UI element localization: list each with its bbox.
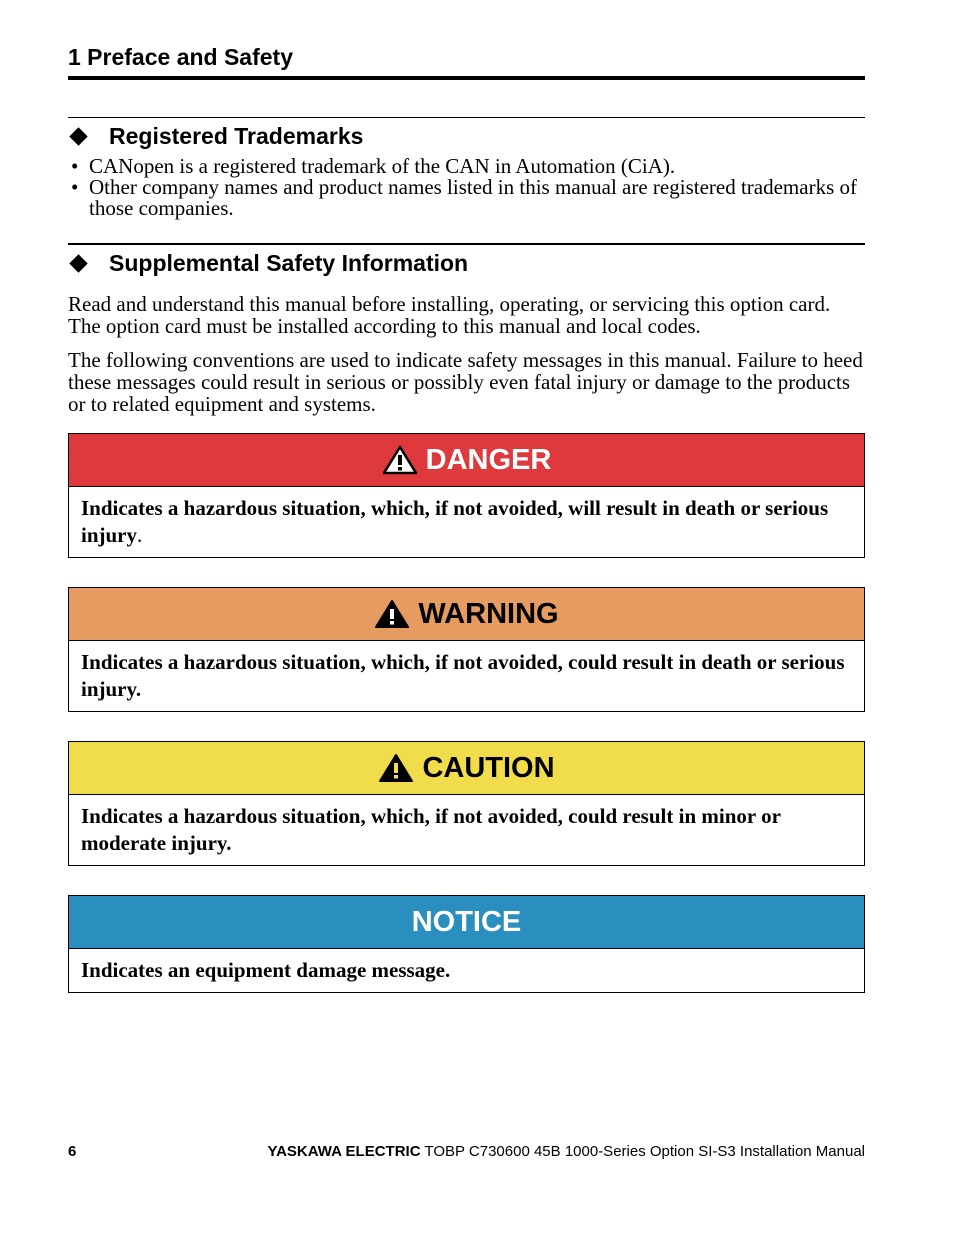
section-heading-safety	[68, 250, 468, 277]
section-heading-text: Supplemental Safety Information	[109, 250, 469, 276]
section-rule-trademarks	[68, 117, 865, 118]
bullet-dot-icon: •	[71, 175, 79, 199]
section-heading-text: Registered Trademarks	[109, 123, 364, 149]
warning-triangle-icon	[378, 753, 414, 783]
list-item: • CANopen is a registered trademark of the CAN in Automation (CiA).	[71, 154, 676, 178]
footer-brand: YASKAWA ELECTRIC	[267, 1143, 421, 1160]
diamond-bullet-icon	[69, 254, 87, 272]
danger-box	[68, 433, 865, 558]
caution-text: Indicates a hazardous situation, which, if not avoided, could result in minor or moderate injury.	[81, 804, 781, 855]
chapter-rule	[68, 76, 865, 80]
list-item: • Other company names and product names listed in this manual are registered trademarks of those companies.	[71, 175, 857, 220]
footer-doc-title: TOBP C730600 45B 1000-Series Option SI-S3 Installation Manual	[420, 1143, 865, 1160]
safety-paragraph-1: Read and understand this manual before installing, operating, or servicing this option card. The option card must be installed according to this manual and local codes.	[68, 292, 831, 338]
page-number: 6	[68, 1143, 77, 1160]
danger-header	[69, 434, 864, 487]
danger-text: Indicates a hazardous situation, which, if not avoided, will result in death or serious injury.	[81, 496, 829, 547]
notice-box	[68, 895, 865, 993]
caution-header	[69, 742, 864, 795]
warning-triangle-icon	[374, 599, 410, 629]
warning-text: Indicates a hazardous situation, which, if not avoided, could result in death or serious injury.	[81, 650, 845, 701]
bullet-dot-icon: •	[71, 154, 79, 178]
notice-text: Indicates an equipment damage message.	[81, 958, 451, 982]
section-rule-safety	[68, 243, 865, 245]
warning-box	[68, 587, 865, 712]
caution-label: CAUTION	[422, 751, 555, 784]
notice-label: NOTICE	[411, 905, 522, 938]
danger-label: DANGER	[425, 443, 552, 476]
footer-title	[267, 1143, 865, 1160]
warning-triangle-icon	[382, 445, 418, 475]
trademark-list	[68, 156, 865, 219]
diamond-bullet-icon	[69, 127, 87, 145]
warning-header	[69, 588, 864, 641]
caution-box	[68, 741, 865, 866]
chapter-title: 1 Preface and Safety	[68, 44, 294, 70]
notice-header	[69, 896, 864, 949]
safety-paragraph-2: The following conventions are used to indicate safety messages in this manual. Failure to heed these messages could result in serious or possibly even fatal injury or damage to the products or to related equipment and systems.	[68, 348, 863, 416]
warning-label: WARNING	[418, 597, 559, 630]
section-heading-trademarks	[68, 123, 363, 150]
